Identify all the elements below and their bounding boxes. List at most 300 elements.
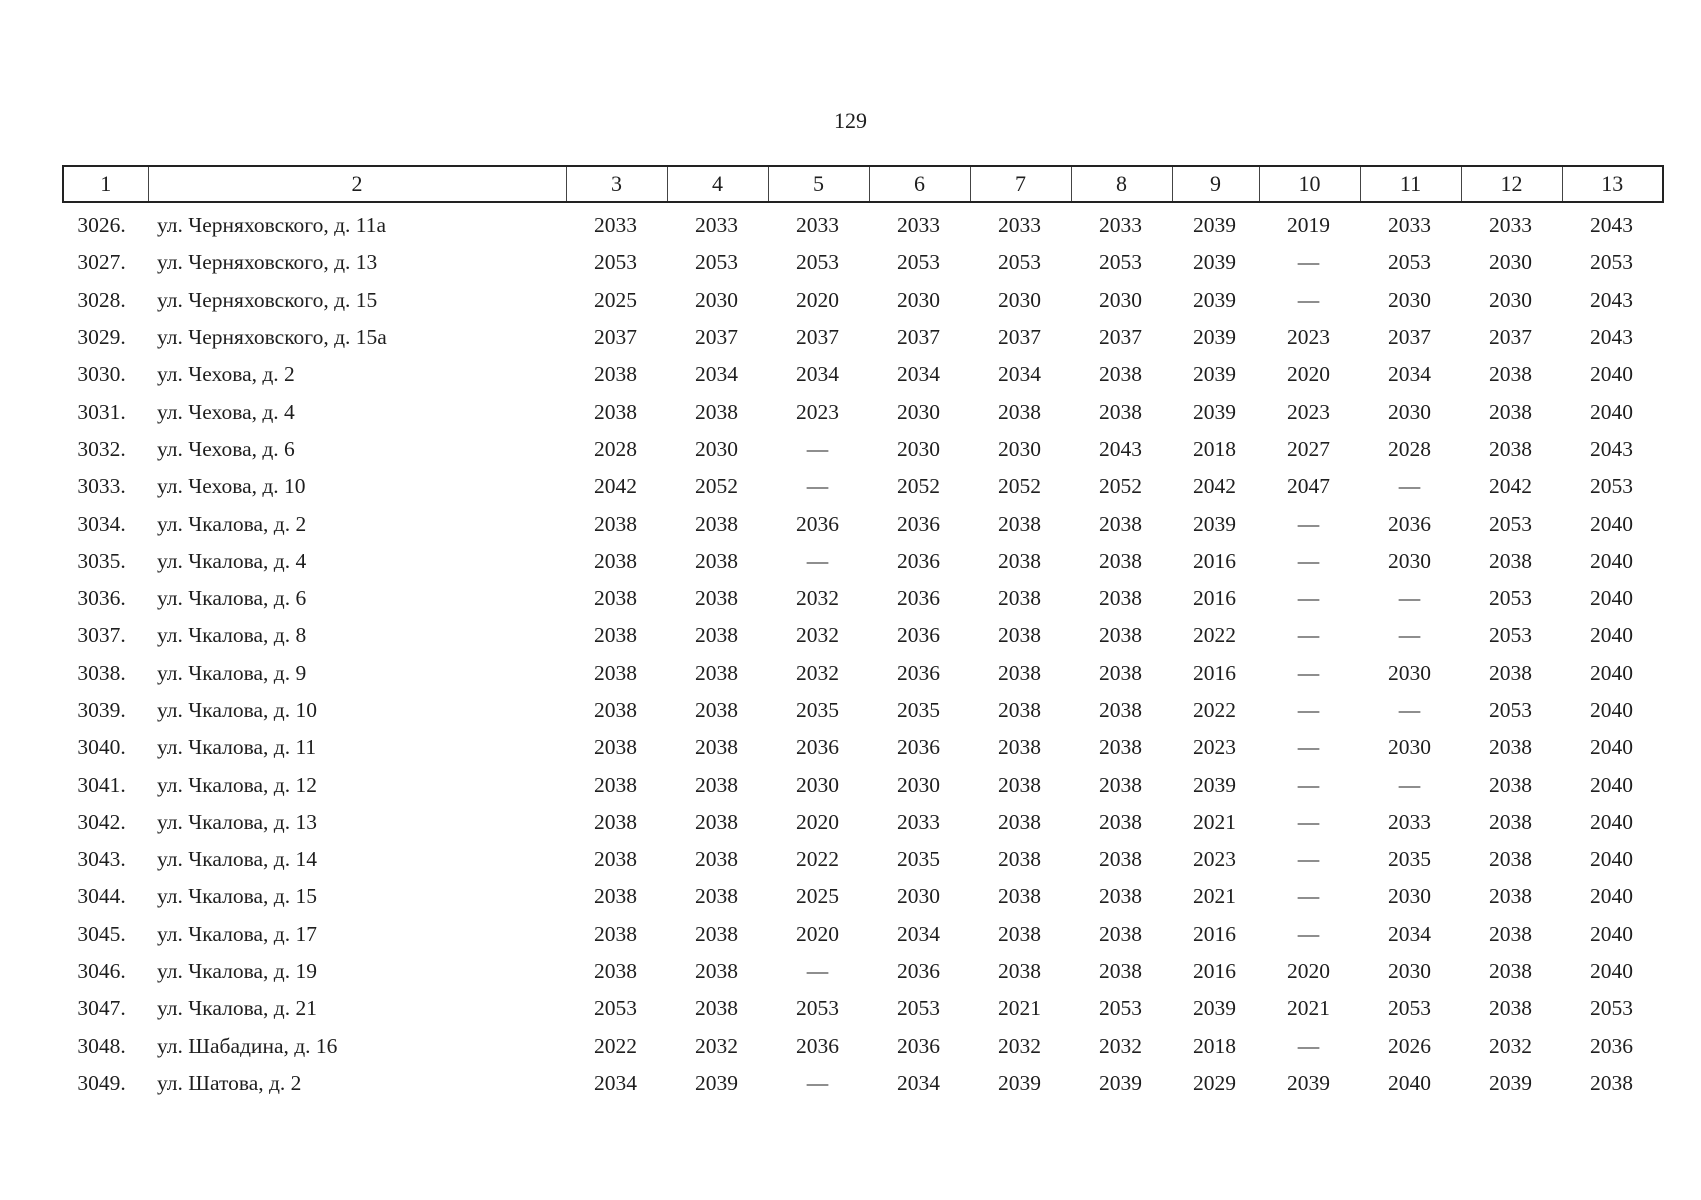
year-cell: 2038 [594,586,637,611]
row-number: 3041. [77,772,126,797]
year-cell: 2038 [1099,847,1142,872]
year-cell: 2016 [1193,959,1236,984]
table-row [62,916,1662,953]
table-row [62,356,1662,393]
year-cell: 2034 [897,921,940,946]
year-cell: — [1297,1033,1320,1058]
year-cell: 2030 [998,436,1041,461]
address-cell: ул. Чкалова, д. 15 [157,884,317,909]
year-cell: — [1297,921,1320,946]
year-cell: — [806,436,829,461]
year-cell: — [1297,287,1320,312]
year-cell: 2040 [1590,884,1633,909]
year-cell: 2037 [594,325,637,350]
year-cell: 2053 [1099,250,1142,275]
year-cell: 2040 [1590,959,1633,984]
year-cell: 2032 [1099,1033,1142,1058]
address-cell: ул. Чкалова, д. 6 [157,586,307,611]
year-cell: 2038 [998,660,1041,685]
year-cell: 2039 [695,1070,738,1095]
address-cell: ул. Чкалова, д. 8 [157,623,307,648]
year-cell: 2016 [1193,548,1236,573]
table-row [62,580,1662,617]
row-number: 3044. [77,884,126,909]
year-cell: 2040 [1590,511,1633,536]
year-cell: 2030 [897,772,940,797]
year-cell: 2038 [1099,809,1142,834]
year-cell: 2053 [1099,996,1142,1021]
row-number: 3036. [77,586,126,611]
year-cell: 2038 [1489,735,1532,760]
year-cell: 2038 [695,735,738,760]
year-cell: 2033 [1489,213,1532,238]
year-cell: 2038 [594,548,637,573]
year-cell: 2038 [1099,959,1142,984]
year-cell: 2036 [796,1033,839,1058]
table-body [62,207,1662,1102]
year-cell: 2053 [897,250,940,275]
address-cell: ул. Шатова, д. 2 [157,1070,302,1095]
row-number: 3040. [77,735,126,760]
year-cell: 2038 [695,772,738,797]
year-cell: 2039 [1287,1070,1330,1095]
table-row [62,207,1662,244]
year-cell: 2038 [998,399,1041,424]
year-cell: 2029 [1193,1070,1236,1095]
table-row [62,953,1662,990]
address-cell: ул. Черняховского, д. 15 [157,287,378,312]
year-cell: 2040 [1590,399,1633,424]
year-cell: 2020 [1287,362,1330,387]
year-cell: 2034 [998,362,1041,387]
year-cell: 2039 [1193,287,1236,312]
year-cell: — [1398,586,1421,611]
year-cell: 2016 [1193,660,1236,685]
year-cell: 2033 [1388,213,1431,238]
year-cell: — [1297,250,1320,275]
year-cell: 2033 [1388,809,1431,834]
year-cell: 2038 [1489,399,1532,424]
row-number: 3042. [77,809,126,834]
year-cell: 2038 [695,959,738,984]
year-cell: 2038 [1489,884,1532,909]
year-cell: 2030 [897,399,940,424]
year-cell: 2038 [1099,735,1142,760]
table-row [62,431,1662,468]
row-number: 3037. [77,623,126,648]
year-cell: — [1297,847,1320,872]
row-number: 3032. [77,436,126,461]
row-number: 3033. [77,474,126,499]
year-cell: 2037 [897,325,940,350]
year-cell: 2034 [695,362,738,387]
year-cell: 2038 [1099,511,1142,536]
year-cell: 2033 [1099,213,1142,238]
year-cell: 2030 [1388,287,1431,312]
year-cell: 2038 [594,772,637,797]
year-cell: 2053 [1590,250,1633,275]
year-cell: 2040 [1590,548,1633,573]
header-cell: 3 [566,166,667,202]
year-cell: 2030 [897,436,940,461]
year-cell: 2035 [796,698,839,722]
year-cell: 2030 [695,287,738,312]
year-cell: 2035 [897,847,940,872]
table-row [62,505,1662,542]
year-cell: 2052 [998,474,1041,499]
year-cell: 2034 [897,362,940,387]
year-cell: 2042 [1489,474,1532,499]
year-cell: 2038 [594,884,637,909]
table-row [62,319,1662,356]
year-cell: 2030 [1388,399,1431,424]
year-cell: 2039 [1193,325,1236,350]
header-cell: 1 [100,171,112,196]
year-cell: 2053 [695,250,738,275]
table-row [62,1065,1662,1102]
year-cell: 2036 [796,511,839,536]
year-cell: 2032 [796,586,839,611]
year-cell: 2032 [1489,1033,1532,1058]
year-cell: 2038 [695,921,738,946]
year-cell: 2036 [897,959,940,984]
year-cell: 2020 [796,921,839,946]
row-number: 3026. [77,213,126,238]
year-cell: 2038 [695,586,738,611]
table-row [62,468,1662,505]
year-cell: 2038 [1099,772,1142,797]
year-cell: 2039 [1193,511,1236,536]
year-cell: 2038 [998,698,1041,722]
address-cell: ул. Чехова, д. 2 [157,362,295,387]
year-cell: 2040 [1590,698,1633,722]
year-cell: 2038 [695,399,738,424]
table-row [62,393,1662,430]
year-cell: 2030 [796,772,839,797]
year-cell: 2039 [998,1070,1041,1095]
year-cell: 2038 [1099,399,1142,424]
year-cell: 2022 [1193,623,1236,648]
year-cell: 2040 [1590,921,1633,946]
page-number: 129 [834,108,867,133]
address-cell: ул. Чкалова, д. 19 [157,959,317,984]
row-number: 3028. [77,287,126,312]
year-cell: 2038 [998,623,1041,648]
table-row [62,282,1662,319]
year-cell: 2038 [1489,809,1532,834]
year-cell: — [1297,884,1320,909]
year-cell: 2053 [897,996,940,1021]
table-row [62,543,1662,580]
year-cell: 2040 [1590,586,1633,611]
year-cell: — [1297,511,1320,536]
year-cell: 2038 [1489,548,1532,573]
row-number: 3049. [77,1070,126,1095]
year-cell: 2027 [1287,436,1330,461]
row-number: 3034. [77,511,126,536]
year-cell: 2038 [1489,996,1532,1021]
year-cell: 2038 [695,809,738,834]
year-cell: 2033 [897,213,940,238]
year-cell: 2038 [695,847,738,872]
year-cell: 2033 [594,213,637,238]
table-row [62,878,1662,915]
year-cell: 2043 [1099,436,1142,461]
header-cell: 2 [148,166,566,202]
year-cell: 2030 [695,436,738,461]
year-cell: 2039 [1489,1070,1532,1095]
year-cell: 2040 [1590,660,1633,685]
year-cell: 2023 [1287,399,1330,424]
year-cell: 2034 [796,362,839,387]
year-cell: 2040 [1590,847,1633,872]
year-cell: 2038 [695,698,738,722]
address-cell: ул. Чкалова, д. 17 [157,921,317,946]
address-cell: ул. Шабадина, д. 16 [157,1033,338,1058]
year-cell: 2047 [1287,474,1330,499]
year-cell: 2036 [897,586,940,611]
year-cell: 2032 [695,1033,738,1058]
year-cell: 2038 [594,511,637,536]
year-cell: 2038 [594,809,637,834]
year-cell: 2043 [1590,325,1633,350]
row-number: 3039. [77,698,126,722]
year-cell: 2034 [1388,921,1431,946]
year-cell: 2043 [1590,436,1633,461]
year-cell: 2030 [897,287,940,312]
header-cell: 8 [1071,166,1172,202]
year-cell: 2040 [1590,772,1633,797]
year-cell: 2028 [594,436,637,461]
year-cell: 2036 [897,660,940,685]
address-cell: ул. Черняховского, д. 11а [157,213,387,238]
year-cell: 2039 [1193,996,1236,1021]
table-row [62,729,1662,766]
year-cell: 2038 [695,623,738,648]
year-cell: 2036 [897,548,940,573]
year-cell: — [806,548,829,573]
year-cell: 2040 [1590,362,1633,387]
year-cell: 2053 [1590,474,1633,499]
year-cell: 2035 [897,698,940,722]
year-cell: 2036 [897,511,940,536]
address-cell: ул. Чкалова, д. 10 [157,698,317,722]
year-cell: 2023 [1287,325,1330,350]
year-cell: 2053 [594,996,637,1021]
year-cell: 2038 [594,735,637,760]
address-cell: ул. Чкалова, д. 9 [157,660,307,685]
year-cell: 2039 [1193,213,1236,238]
address-cell: ул. Чкалова, д. 13 [157,809,317,834]
year-cell: 2038 [1489,847,1532,872]
year-cell: 2039 [1193,250,1236,275]
year-cell: 2053 [1590,996,1633,1021]
header-cell: 6 [869,166,970,202]
year-cell: 2032 [998,1033,1041,1058]
year-cell: 2040 [1590,623,1633,648]
year-cell: 2038 [594,921,637,946]
year-cell: 2020 [1287,959,1330,984]
year-cell: 2030 [897,884,940,909]
year-cell: 2038 [594,660,637,685]
table-row [62,692,1662,729]
year-cell: 2020 [796,809,839,834]
row-number: 3029. [77,325,126,350]
year-cell: 2052 [1099,474,1142,499]
year-cell: 2038 [998,847,1041,872]
year-cell: — [1398,772,1421,797]
table-row [62,244,1662,281]
year-cell: 2038 [594,623,637,648]
year-cell: 2038 [1099,362,1142,387]
year-cell: 2020 [796,287,839,312]
year-cell: 2040 [1388,1070,1431,1095]
table-row [62,841,1662,878]
year-cell: 2038 [998,772,1041,797]
address-cell: ул. Чкалова, д. 4 [157,548,307,573]
year-cell: 2021 [1287,996,1330,1021]
year-cell: 2033 [998,213,1041,238]
table-row [62,990,1662,1027]
year-cell: 2036 [796,735,839,760]
year-cell: 2018 [1193,1033,1236,1058]
year-cell: 2053 [1489,623,1532,648]
data-table [62,207,1662,1102]
address-cell: ул. Чкалова, д. 21 [157,996,317,1021]
year-cell: 2042 [594,474,637,499]
year-cell: 2016 [1193,921,1236,946]
row-number: 3048. [77,1033,126,1058]
year-cell: 2039 [1099,1070,1142,1095]
header-cell: 13 [1562,166,1663,202]
year-cell: 2037 [1099,325,1142,350]
year-cell: 2021 [998,996,1041,1021]
year-cell: 2038 [998,586,1041,611]
table-row [62,1028,1662,1065]
year-cell: 2038 [695,660,738,685]
row-number: 3030. [77,362,126,387]
year-cell: 2038 [695,996,738,1021]
year-cell: 2022 [796,847,839,872]
address-cell: ул. Чкалова, д. 12 [157,772,317,797]
year-cell: 2028 [1388,436,1431,461]
year-cell: 2038 [998,959,1041,984]
year-cell: 2043 [1590,213,1633,238]
year-cell: 2034 [897,1070,940,1095]
address-cell: ул. Чехова, д. 4 [157,399,295,424]
year-cell: 2043 [1590,287,1633,312]
year-cell: 2039 [1193,362,1236,387]
year-cell: 2033 [695,213,738,238]
year-cell: 2038 [1099,548,1142,573]
year-cell: 2025 [594,287,637,312]
year-cell: 2039 [1193,772,1236,797]
row-number: 3038. [77,660,126,685]
year-cell: 2030 [1388,959,1431,984]
year-cell: 2038 [594,399,637,424]
header-cell: 11 [1360,166,1461,202]
year-cell: 2053 [796,250,839,275]
year-cell: 2039 [1193,399,1236,424]
year-cell: — [1297,623,1320,648]
address-cell: ул. Черняховского, д. 13 [157,250,378,275]
header-cell: 12 [1461,166,1562,202]
year-cell: 2030 [1388,548,1431,573]
year-cell: 2038 [1489,660,1532,685]
row-number: 3031. [77,399,126,424]
year-cell: — [1398,698,1421,722]
year-cell: 2040 [1590,735,1633,760]
year-cell: 2052 [695,474,738,499]
year-cell: 2026 [1388,1033,1431,1058]
year-cell: 2034 [594,1070,637,1095]
address-cell: ул. Чехова, д. 10 [157,474,306,499]
year-cell: 2038 [594,362,637,387]
year-cell: 2030 [1489,250,1532,275]
address-cell: ул. Чкалова, д. 14 [157,847,317,872]
year-cell: 2023 [1193,847,1236,872]
year-cell: 2030 [1099,287,1142,312]
year-cell: — [1297,660,1320,685]
year-cell: 2038 [594,959,637,984]
year-cell: 2023 [1193,735,1236,760]
year-cell: 2016 [1193,586,1236,611]
year-cell: — [1297,735,1320,760]
address-cell: ул. Чехова, д. 6 [157,436,295,461]
year-cell: 2038 [594,698,637,722]
year-cell: 2018 [1193,436,1236,461]
year-cell: 2038 [998,735,1041,760]
year-cell: 2038 [1099,623,1142,648]
year-cell: 2053 [1388,250,1431,275]
year-cell: 2037 [998,325,1041,350]
year-cell: 2038 [1489,921,1532,946]
year-cell: 2038 [1099,586,1142,611]
year-cell: 2030 [1388,884,1431,909]
row-number: 3047. [77,996,126,1021]
year-cell: 2022 [594,1033,637,1058]
year-cell: 2037 [1388,325,1431,350]
row-number: 3045. [77,921,126,946]
year-cell: — [806,474,829,499]
year-cell: 2038 [998,809,1041,834]
table-row [62,766,1662,803]
year-cell: 2038 [998,511,1041,536]
row-number: 3046. [77,959,126,984]
year-cell: 2036 [897,623,940,648]
year-cell: 2022 [1193,698,1236,722]
year-cell: 2036 [1388,511,1431,536]
year-cell: 2038 [998,921,1041,946]
year-cell: 2036 [1590,1033,1633,1058]
year-cell: 2038 [1489,959,1532,984]
year-cell: 2030 [1388,660,1431,685]
year-cell: 2035 [1388,847,1431,872]
year-cell: 2053 [796,996,839,1021]
year-cell: 2030 [1489,287,1532,312]
year-cell: 2038 [695,548,738,573]
table-row [62,804,1662,841]
header-cell: 10 [1259,166,1360,202]
table-row [62,617,1662,654]
header-cell: 9 [1172,166,1259,202]
year-cell: 2038 [1489,772,1532,797]
year-cell: 2023 [796,399,839,424]
year-cell: 2053 [1388,996,1431,1021]
year-cell: 2038 [1099,660,1142,685]
year-cell: 2033 [796,213,839,238]
year-cell: — [806,959,829,984]
